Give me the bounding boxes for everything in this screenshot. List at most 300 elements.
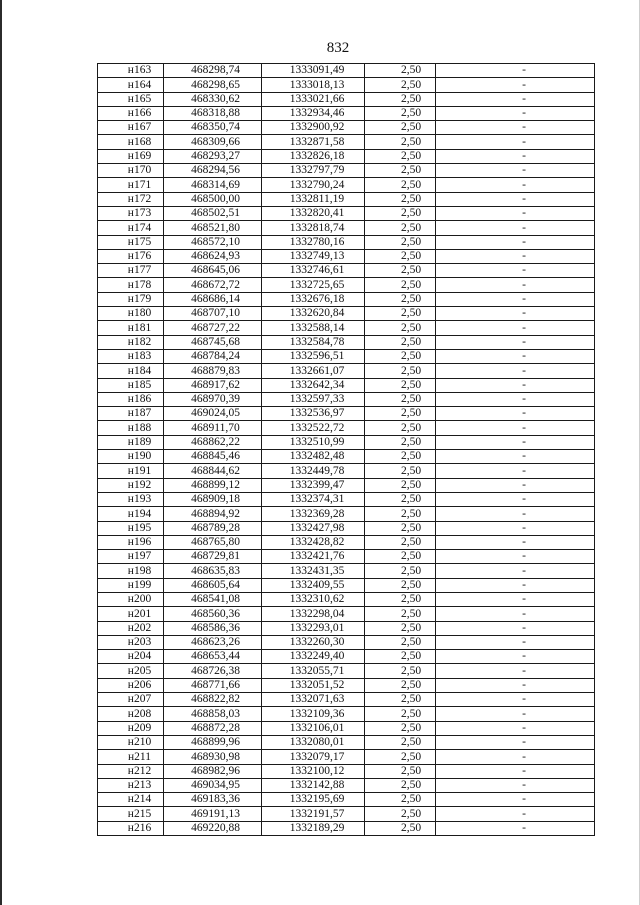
note-cell: -	[436, 307, 595, 321]
table-row	[98, 464, 595, 478]
point-id-cell: н213	[98, 778, 164, 792]
x-coordinate-cell: 468318,88	[164, 106, 262, 120]
x-coordinate-cell: 468930,98	[164, 750, 262, 764]
table-row	[98, 807, 595, 821]
note-cell: -	[436, 149, 595, 163]
table-row	[98, 292, 595, 306]
table-row	[98, 206, 595, 220]
x-coordinate-cell: 468899,96	[164, 735, 262, 749]
note-cell: -	[436, 235, 595, 249]
y-coordinate-cell: 1332409,55	[262, 578, 365, 592]
y-coordinate-cell: 1332142,88	[262, 778, 365, 792]
x-coordinate-cell: 468521,80	[164, 221, 262, 235]
table-row	[98, 421, 595, 435]
accuracy-cell: 2,50	[365, 450, 436, 464]
point-id-cell: н215	[98, 807, 164, 821]
x-coordinate-cell: 468298,74	[164, 64, 262, 78]
x-coordinate-cell: 468586,36	[164, 621, 262, 635]
accuracy-cell: 2,50	[365, 721, 436, 735]
y-coordinate-cell: 1332260,30	[262, 635, 365, 649]
y-coordinate-cell: 1332746,61	[262, 264, 365, 278]
y-coordinate-cell: 1333018,13	[262, 78, 365, 92]
x-coordinate-cell: 468623,26	[164, 635, 262, 649]
point-id-cell: н175	[98, 235, 164, 249]
y-coordinate-cell: 1332109,36	[262, 707, 365, 721]
table-row	[98, 707, 595, 721]
table-row	[98, 521, 595, 535]
y-coordinate-cell: 1332449,78	[262, 464, 365, 478]
point-id-cell: н174	[98, 221, 164, 235]
x-coordinate-cell: 468294,56	[164, 164, 262, 178]
point-id-cell: н212	[98, 764, 164, 778]
note-cell: -	[436, 192, 595, 206]
x-coordinate-cell: 469034,95	[164, 778, 262, 792]
note-cell: -	[436, 435, 595, 449]
table-row	[98, 793, 595, 807]
point-id-cell: н195	[98, 521, 164, 535]
point-id-cell: н189	[98, 435, 164, 449]
y-coordinate-cell: 1332399,47	[262, 478, 365, 492]
x-coordinate-cell: 468765,80	[164, 535, 262, 549]
accuracy-cell: 2,50	[365, 535, 436, 549]
table-row	[98, 821, 595, 835]
y-coordinate-cell: 1332079,17	[262, 750, 365, 764]
x-coordinate-cell: 468729,81	[164, 550, 262, 564]
table-row	[98, 106, 595, 120]
y-coordinate-cell: 1332790,24	[262, 178, 365, 192]
accuracy-cell: 2,50	[365, 64, 436, 78]
y-coordinate-cell: 1332588,14	[262, 321, 365, 335]
accuracy-cell: 2,50	[365, 578, 436, 592]
point-id-cell: н170	[98, 164, 164, 178]
table-row	[98, 450, 595, 464]
y-coordinate-cell: 1332510,99	[262, 435, 365, 449]
table-row	[98, 435, 595, 449]
x-coordinate-cell: 469024,05	[164, 407, 262, 421]
point-id-cell: н211	[98, 750, 164, 764]
y-coordinate-cell: 1332522,72	[262, 421, 365, 435]
table-row	[98, 735, 595, 749]
table-row	[98, 135, 595, 149]
accuracy-cell: 2,50	[365, 407, 436, 421]
x-coordinate-cell: 469220,88	[164, 821, 262, 835]
y-coordinate-cell: 1332900,92	[262, 121, 365, 135]
note-cell: -	[436, 278, 595, 292]
accuracy-cell: 2,50	[365, 735, 436, 749]
accuracy-cell: 2,50	[365, 249, 436, 263]
y-coordinate-cell: 1332826,18	[262, 149, 365, 163]
note-cell: -	[436, 292, 595, 306]
accuracy-cell: 2,50	[365, 764, 436, 778]
accuracy-cell: 2,50	[365, 206, 436, 220]
y-coordinate-cell: 1332811,19	[262, 192, 365, 206]
note-cell: -	[436, 607, 595, 621]
x-coordinate-cell: 468330,62	[164, 92, 262, 106]
point-id-cell: н181	[98, 321, 164, 335]
x-coordinate-cell: 468298,65	[164, 78, 262, 92]
point-id-cell: н194	[98, 507, 164, 521]
y-coordinate-cell: 1333021,66	[262, 92, 365, 106]
accuracy-cell: 2,50	[365, 121, 436, 135]
accuracy-cell: 2,50	[365, 492, 436, 506]
table-row	[98, 307, 595, 321]
accuracy-cell: 2,50	[365, 92, 436, 106]
x-coordinate-cell: 468784,24	[164, 349, 262, 363]
point-id-cell: н177	[98, 264, 164, 278]
coordinates-table	[97, 63, 595, 836]
note-cell: -	[436, 578, 595, 592]
point-id-cell: н216	[98, 821, 164, 835]
point-id-cell: н191	[98, 464, 164, 478]
note-cell: -	[436, 392, 595, 406]
accuracy-cell: 2,50	[365, 364, 436, 378]
note-cell: -	[436, 550, 595, 564]
table-row	[98, 121, 595, 135]
y-coordinate-cell: 1332620,84	[262, 307, 365, 321]
point-id-cell: н167	[98, 121, 164, 135]
point-id-cell: н198	[98, 564, 164, 578]
table-row	[98, 778, 595, 792]
point-id-cell: н188	[98, 421, 164, 435]
accuracy-cell: 2,50	[365, 664, 436, 678]
x-coordinate-cell: 469191,13	[164, 807, 262, 821]
table-row	[98, 664, 595, 678]
accuracy-cell: 2,50	[365, 192, 436, 206]
point-id-cell: н193	[98, 492, 164, 506]
accuracy-cell: 2,50	[365, 793, 436, 807]
table-row	[98, 192, 595, 206]
y-coordinate-cell: 1332584,78	[262, 335, 365, 349]
point-id-cell: н185	[98, 378, 164, 392]
accuracy-cell: 2,50	[365, 235, 436, 249]
note-cell: -	[436, 664, 595, 678]
table-row	[98, 178, 595, 192]
table-row	[98, 478, 595, 492]
table-row	[98, 221, 595, 235]
point-id-cell: н164	[98, 78, 164, 92]
point-id-cell: н186	[98, 392, 164, 406]
table-row	[98, 535, 595, 549]
table-row	[98, 164, 595, 178]
y-coordinate-cell: 1332055,71	[262, 664, 365, 678]
point-id-cell: н163	[98, 64, 164, 78]
point-id-cell: н176	[98, 249, 164, 263]
x-coordinate-cell: 468645,06	[164, 264, 262, 278]
point-id-cell: н172	[98, 192, 164, 206]
point-id-cell: н168	[98, 135, 164, 149]
note-cell: -	[436, 335, 595, 349]
note-cell: -	[436, 807, 595, 821]
accuracy-cell: 2,50	[365, 707, 436, 721]
y-coordinate-cell: 1332725,65	[262, 278, 365, 292]
y-coordinate-cell: 1332820,41	[262, 206, 365, 220]
point-id-cell: н197	[98, 550, 164, 564]
point-id-cell: н199	[98, 578, 164, 592]
point-id-cell: н200	[98, 592, 164, 606]
x-coordinate-cell: 468309,66	[164, 135, 262, 149]
accuracy-cell: 2,50	[365, 164, 436, 178]
accuracy-cell: 2,50	[365, 292, 436, 306]
x-coordinate-cell: 468350,74	[164, 121, 262, 135]
note-cell: -	[436, 135, 595, 149]
table-row	[98, 564, 595, 578]
accuracy-cell: 2,50	[365, 750, 436, 764]
note-cell: -	[436, 778, 595, 792]
point-id-cell: н214	[98, 793, 164, 807]
y-coordinate-cell: 1332934,46	[262, 106, 365, 120]
point-id-cell: н180	[98, 307, 164, 321]
x-coordinate-cell: 468726,38	[164, 664, 262, 678]
x-coordinate-cell: 468894,92	[164, 507, 262, 521]
point-id-cell: н171	[98, 178, 164, 192]
accuracy-cell: 2,50	[365, 307, 436, 321]
accuracy-cell: 2,50	[365, 349, 436, 363]
point-id-cell: н165	[98, 92, 164, 106]
note-cell: -	[436, 821, 595, 835]
note-cell: -	[436, 221, 595, 235]
point-id-cell: н182	[98, 335, 164, 349]
x-coordinate-cell: 468982,96	[164, 764, 262, 778]
accuracy-cell: 2,50	[365, 550, 436, 564]
accuracy-cell: 2,50	[365, 421, 436, 435]
x-coordinate-cell: 469183,36	[164, 793, 262, 807]
x-coordinate-cell: 468970,39	[164, 392, 262, 406]
note-cell: -	[436, 349, 595, 363]
x-coordinate-cell: 468917,62	[164, 378, 262, 392]
accuracy-cell: 2,50	[365, 149, 436, 163]
accuracy-cell: 2,50	[365, 335, 436, 349]
x-coordinate-cell: 468314,69	[164, 178, 262, 192]
point-id-cell: н178	[98, 278, 164, 292]
x-coordinate-cell: 468844,62	[164, 464, 262, 478]
y-coordinate-cell: 1332051,52	[262, 678, 365, 692]
accuracy-cell: 2,50	[365, 78, 436, 92]
y-coordinate-cell: 1332597,33	[262, 392, 365, 406]
table-row	[98, 592, 595, 606]
x-coordinate-cell: 468560,36	[164, 607, 262, 621]
y-coordinate-cell: 1332871,58	[262, 135, 365, 149]
y-coordinate-cell: 1332369,28	[262, 507, 365, 521]
table-row	[98, 392, 595, 406]
accuracy-cell: 2,50	[365, 435, 436, 449]
table-row	[98, 678, 595, 692]
accuracy-cell: 2,50	[365, 607, 436, 621]
x-coordinate-cell: 468500,00	[164, 192, 262, 206]
note-cell: -	[436, 78, 595, 92]
x-coordinate-cell: 468707,10	[164, 307, 262, 321]
y-coordinate-cell: 1332189,29	[262, 821, 365, 835]
point-id-cell: н206	[98, 678, 164, 692]
y-coordinate-cell: 1332100,12	[262, 764, 365, 778]
y-coordinate-cell: 1332080,01	[262, 735, 365, 749]
y-coordinate-cell: 1332780,16	[262, 235, 365, 249]
y-coordinate-cell: 1332661,07	[262, 364, 365, 378]
x-coordinate-cell: 468727,22	[164, 321, 262, 335]
note-cell: -	[436, 764, 595, 778]
accuracy-cell: 2,50	[365, 321, 436, 335]
x-coordinate-cell: 468624,93	[164, 249, 262, 263]
accuracy-cell: 2,50	[365, 106, 436, 120]
x-coordinate-cell: 468572,10	[164, 235, 262, 249]
x-coordinate-cell: 468789,28	[164, 521, 262, 535]
table-row	[98, 335, 595, 349]
point-id-cell: н204	[98, 650, 164, 664]
table-row	[98, 750, 595, 764]
y-coordinate-cell: 1332428,82	[262, 535, 365, 549]
x-coordinate-cell: 468911,70	[164, 421, 262, 435]
note-cell: -	[436, 364, 595, 378]
point-id-cell: н169	[98, 149, 164, 163]
accuracy-cell: 2,50	[365, 135, 436, 149]
y-coordinate-cell: 1333091,49	[262, 64, 365, 78]
table-row	[98, 578, 595, 592]
y-coordinate-cell: 1332071,63	[262, 693, 365, 707]
note-cell: -	[436, 621, 595, 635]
note-cell: -	[436, 464, 595, 478]
y-coordinate-cell: 1332195,69	[262, 793, 365, 807]
x-coordinate-cell: 468686,14	[164, 292, 262, 306]
x-coordinate-cell: 468635,83	[164, 564, 262, 578]
table-row	[98, 507, 595, 521]
point-id-cell: н166	[98, 106, 164, 120]
accuracy-cell: 2,50	[365, 678, 436, 692]
table-row	[98, 621, 595, 635]
note-cell: -	[436, 378, 595, 392]
accuracy-cell: 2,50	[365, 178, 436, 192]
table-row	[98, 235, 595, 249]
point-id-cell: н173	[98, 206, 164, 220]
y-coordinate-cell: 1332536,97	[262, 407, 365, 421]
point-id-cell: н208	[98, 707, 164, 721]
note-cell: -	[436, 735, 595, 749]
note-cell: -	[436, 164, 595, 178]
x-coordinate-cell: 468745,68	[164, 335, 262, 349]
y-coordinate-cell: 1332421,76	[262, 550, 365, 564]
note-cell: -	[436, 64, 595, 78]
x-coordinate-cell: 468879,83	[164, 364, 262, 378]
note-cell: -	[436, 421, 595, 435]
point-id-cell: н202	[98, 621, 164, 635]
note-cell: -	[436, 707, 595, 721]
y-coordinate-cell: 1332374,31	[262, 492, 365, 506]
x-coordinate-cell: 468845,46	[164, 450, 262, 464]
table-row	[98, 92, 595, 106]
accuracy-cell: 2,50	[365, 635, 436, 649]
accuracy-cell: 2,50	[365, 378, 436, 392]
note-cell: -	[436, 635, 595, 649]
accuracy-cell: 2,50	[365, 392, 436, 406]
x-coordinate-cell: 468858,03	[164, 707, 262, 721]
accuracy-cell: 2,50	[365, 807, 436, 821]
note-cell: -	[436, 264, 595, 278]
table-row	[98, 550, 595, 564]
note-cell: -	[436, 321, 595, 335]
note-cell: -	[436, 678, 595, 692]
point-id-cell: н203	[98, 635, 164, 649]
point-id-cell: н201	[98, 607, 164, 621]
point-id-cell: н209	[98, 721, 164, 735]
x-coordinate-cell: 468872,28	[164, 721, 262, 735]
accuracy-cell: 2,50	[365, 621, 436, 635]
accuracy-cell: 2,50	[365, 264, 436, 278]
page-number: 832	[326, 40, 350, 56]
coordinates-table-body	[98, 64, 595, 836]
note-cell: -	[436, 106, 595, 120]
table-row	[98, 407, 595, 421]
table-row	[98, 364, 595, 378]
y-coordinate-cell: 1332642,34	[262, 378, 365, 392]
y-coordinate-cell: 1332482,48	[262, 450, 365, 464]
x-coordinate-cell: 468822,82	[164, 693, 262, 707]
x-coordinate-cell: 468771,66	[164, 678, 262, 692]
point-id-cell: н187	[98, 407, 164, 421]
y-coordinate-cell: 1332191,57	[262, 807, 365, 821]
point-id-cell: н207	[98, 693, 164, 707]
accuracy-cell: 2,50	[365, 693, 436, 707]
note-cell: -	[436, 564, 595, 578]
table-row	[98, 764, 595, 778]
point-id-cell: н196	[98, 535, 164, 549]
y-coordinate-cell: 1332298,04	[262, 607, 365, 621]
note-cell: -	[436, 721, 595, 735]
accuracy-cell: 2,50	[365, 507, 436, 521]
note-cell: -	[436, 407, 595, 421]
x-coordinate-cell: 468502,51	[164, 206, 262, 220]
point-id-cell: н192	[98, 478, 164, 492]
point-id-cell: н210	[98, 735, 164, 749]
accuracy-cell: 2,50	[365, 592, 436, 606]
table-row	[98, 378, 595, 392]
y-coordinate-cell: 1332249,40	[262, 650, 365, 664]
table-row	[98, 635, 595, 649]
y-coordinate-cell: 1332797,79	[262, 164, 365, 178]
table-row	[98, 721, 595, 735]
table-row	[98, 149, 595, 163]
note-cell: -	[436, 793, 595, 807]
note-cell: -	[436, 206, 595, 220]
accuracy-cell: 2,50	[365, 478, 436, 492]
table-row	[98, 349, 595, 363]
point-id-cell: н184	[98, 364, 164, 378]
table-row	[98, 278, 595, 292]
note-cell: -	[436, 693, 595, 707]
y-coordinate-cell: 1332596,51	[262, 349, 365, 363]
accuracy-cell: 2,50	[365, 221, 436, 235]
y-coordinate-cell: 1332106,01	[262, 721, 365, 735]
x-coordinate-cell: 468293,27	[164, 149, 262, 163]
x-coordinate-cell: 468541,08	[164, 592, 262, 606]
table-row	[98, 607, 595, 621]
y-coordinate-cell: 1332676,18	[262, 292, 365, 306]
x-coordinate-cell: 468672,72	[164, 278, 262, 292]
point-id-cell: н179	[98, 292, 164, 306]
note-cell: -	[436, 92, 595, 106]
note-cell: -	[436, 592, 595, 606]
note-cell: -	[436, 535, 595, 549]
table-row	[98, 492, 595, 506]
x-coordinate-cell: 468653,44	[164, 650, 262, 664]
x-coordinate-cell: 468862,22	[164, 435, 262, 449]
table-row	[98, 64, 595, 78]
accuracy-cell: 2,50	[365, 650, 436, 664]
y-coordinate-cell: 1332749,13	[262, 249, 365, 263]
y-coordinate-cell: 1332818,74	[262, 221, 365, 235]
note-cell: -	[436, 750, 595, 764]
x-coordinate-cell: 468605,64	[164, 578, 262, 592]
point-id-cell: н183	[98, 349, 164, 363]
table-row	[98, 693, 595, 707]
x-coordinate-cell: 468909,18	[164, 492, 262, 506]
